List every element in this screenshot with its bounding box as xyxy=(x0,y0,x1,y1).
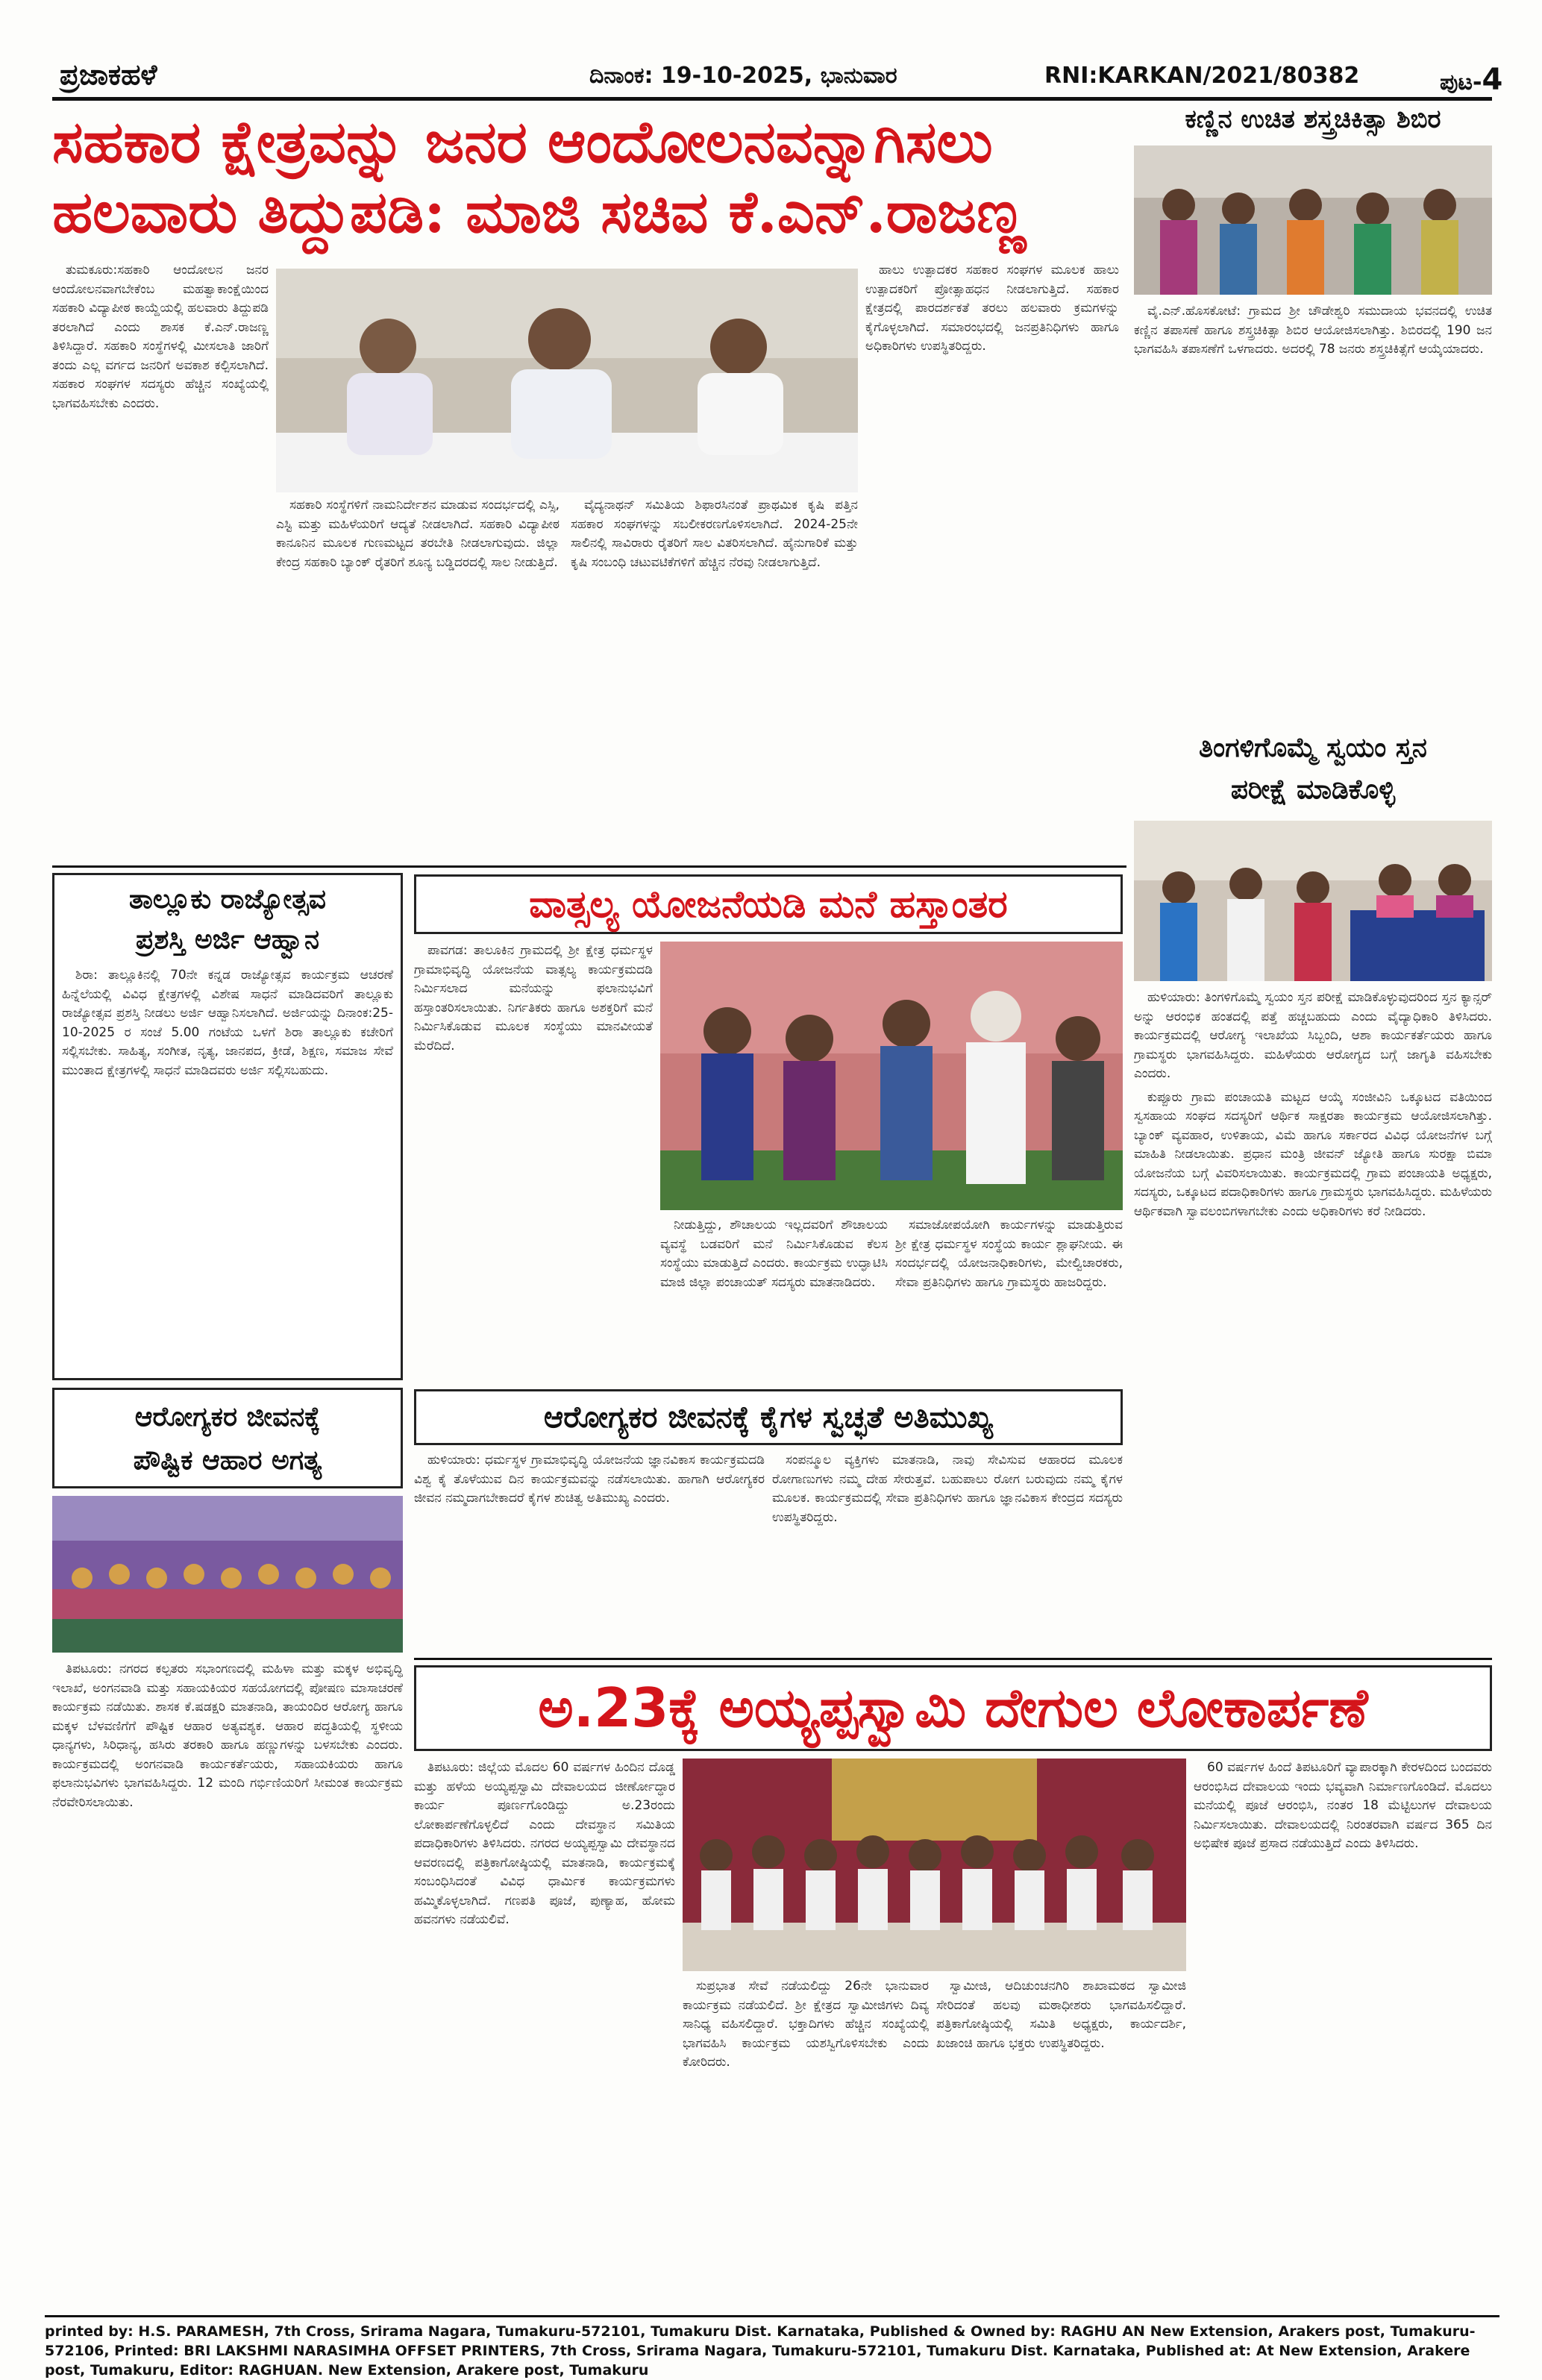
vatsalya-headline-box xyxy=(414,874,1123,934)
vatsalya-text-right: ಸಮಾಜೋಪಯೋಗಿ ಕಾರ್ಯಗಳನ್ನು ಮಾಡುತ್ತಿರುವ ಶ್ರೀ ಕ್ಷೇತ್ರ ಧರ್ಮಸ್ಥಳ ಸಂಸ್ಥೆಯ ಕಾರ್ಯ ಶ್ಲಾಘನೀಯ. ಈ ಸಂದರ್ಭದಲ್ಲಿ ಯೋಜನಾಧಿಕಾರಿಗಳು, ಮೇಲ್ವಿಚಾರಕರು, ಸೇವಾ ಪ್ರತಿನಿಧಿಗಳು ಹಾಗೂ ಗ್ರಾಮಸ್ಥರು ಹಾಜರಿದ್ದರು. xyxy=(895,1218,1123,1290)
lead-column-2: ಸಹಕಾರಿ ಸಂಸ್ಥೆಗಳಿಗೆ ನಾಮನಿರ್ದೇಶನ ಮಾಡುವ ಸಂದರ್ಭದಲ್ಲಿ ಎಸ್ಸಿ, ಎಸ್ಟಿ ಮತ್ತು ಮಹಿಳೆಯರಿಗೆ ಆದ್ಯತೆ ನೀಡಲಾಗಿದೆ. ಸಹಕಾರಿ ವಿದ್ಯಾಪೀಠ ಕಾನೂನಿನ ಮೂಲಕ ಗುಣಮಟ್ಟದ ತರಬೇತಿ ನೀಡಲಾಗುವುದು. ಜಿಲ್ಲಾ ಕೇಂದ್ರ ಸಹಕಾರಿ ಬ್ಯಾಂಕ್ ರೈತರಿಗೆ ಶೂನ್ಯ ಬಡ್ಡಿದರದಲ್ಲಿ ಸಾಲ ನೀಡುತ್ತಿದೆ. xyxy=(276,498,560,570)
temple-text-right: 60 ವರ್ಷಗಳ ಹಿಂದೆ ತಿಪಟೂರಿಗೆ ವ್ಯಾಪಾರಕ್ಕಾಗಿ ಕೇರಳದಿಂದ ಬಂದವರು ಆರಂಭಿಸಿದ ದೇವಾಲಯ ಇಂದು ಭವ್ಯವಾಗಿ ನಿರ್ಮಾಣಗೊಂಡಿದೆ. ಮೊದಲು ಮನೆಯಲ್ಲಿ ಪೂಜೆ ಆರಂಭಿಸಿ, ನಂತರ 18 ಮೆಟ್ಟಿಲುಗಳ ದೇವಾಲಯ ನಿರ್ಮಿಸಲಾಯಿತು. ದೇವಾಲಯದಲ್ಲಿ ನಿರಂತರವಾಗಿ ವರ್ಷದ 365 ದಿನ ಅಭಿಷೇಕ ಪೂಜೆ ಪ್ರಸಾದ ನಡೆಯುತ್ತಿದೆ ಎಂದು ತಿಳಿಸಿದರು. xyxy=(1194,1760,1492,1851)
lead-column-1: ತುಮಕೂರು:ಸಹಕಾರಿ ಆಂದೋಲನ ಜನರ ಆಂದೋಲನವಾಗಬೇಕೆಂಬ ಮಹತ್ವಾಕಾಂಕ್ಷೆಯಿಂದ ಸಹಕಾರಿ ವಿದ್ಯಾಪೀಠ ಕಾಯ್ದೆಯಲ್ಲಿ ಹಲವಾರು ತಿದ್ದುಪಡಿ ತರಲಾಗಿದೆ ಎಂದು ಶಾಸಕ ಕೆ.ಎನ್.ರಾಜಣ್ಣ ತಿಳಿಸಿದ್ದಾರೆ. ಸಹಕಾರಿ ಸಂಸ್ಥೆಗಳಲ್ಲಿ ಮೀಸಲಾತಿ ಜಾರಿಗೆ ತಂದು ಎಲ್ಲ ವರ್ಗದ ಜನರಿಗೆ ಅವಕಾಶ ಕಲ್ಪಿಸಲಾಗಿದೆ. ಸಹಕಾರ ಸಂಘಗಳ ಸದಸ್ಯರು ಹೆಚ್ಚಿನ ಸಂಖ್ಯೆಯಲ್ಲಿ ಭಾಗವಹಿಸಬೇಕು ಎಂದರು. xyxy=(52,263,269,411)
section-rule xyxy=(52,865,1126,868)
nutrition-text: ತಿಪಟೂರು: ನಗರದ ಕಲ್ಪತರು ಸಭಾಂಗಣದಲ್ಲಿ ಮಹಿಳಾ ಮತ್ತು ಮಕ್ಕಳ ಅಭಿವೃದ್ಧಿ ಇಲಾಖೆ, ಅಂಗನವಾಡಿ ಮತ್ತು ಸಹಾಯಕಿಯರ ಸಹಯೋಗದಲ್ಲಿ ಪೋಷಣ ಮಾಸಾಚರಣೆ ಕಾರ್ಯಕ್ರಮ ನಡೆಯಿತು. ಶಾಸಕ ಕೆ.ಷಡಕ್ಷರಿ ಮಾತನಾಡಿ, ತಾಯಂದಿರ ಆರೋಗ್ಯ ಹಾಗೂ ಮಕ್ಕಳ ಬೆಳವಣಿಗೆಗೆ ಪೌಷ್ಟಿಕ ಆಹಾರ ಅತ್ಯವಶ್ಯಕ. ಆಹಾರ ಪದ್ಧತಿಯಲ್ಲಿ ಸ್ಥಳೀಯ ಧಾನ್ಯಗಳು, ಸಿರಿಧಾನ್ಯ, ಹಸಿರು ತರಕಾರಿ ಹಾಗೂ ಹಣ್ಣುಗಳನ್ನು ಬಳಸಬೇಕು ಎಂದರು. ಕಾರ್ಯಕ್ರಮದಲ್ಲಿ ಅಂಗನವಾಡಿ ಕಾರ್ಯಕರ್ತೆಯರು, ಸಹಾಯಕಿಯರು ಹಾಗೂ ಫಲಾನುಭವಿಗಳು ಭಾಗವಹಿಸಿದ್ದರು. 12 ಮಂದಿ ಗರ್ಭಿಣಿಯರಿಗೆ ಸೀಮಂತ ಕಾರ್ಯಕ್ರಮ ನೆರವೇರಿಸಲಾಯಿತು. xyxy=(52,1662,403,1810)
temple-text-mid2: ಸ್ವಾಮೀಜಿ, ಆದಿಚುಂಚನಗಿರಿ ಶಾಖಾಮಠದ ಸ್ವಾಮೀಜಿ ಸೇರಿದಂತೆ ಹಲವು ಮಠಾಧೀಶರು ಭಾಗವಹಿಸಲಿದ್ದಾರೆ. ಪತ್ರಿಕಾಗೋಷ್ಠಿಯಲ್ಲಿ ಸಮಿತಿ ಅಧ್ಯಕ್ಷರು, ಕಾರ್ಯದರ್ಶಿ, ಖಜಾಂಚಿ ಹಾಗೂ ಭಕ್ತರು ಉಪಸ್ಥಿತರಿದ್ದರು. xyxy=(936,1979,1186,2051)
right-column-text: ಹುಳಿಯಾರು: ತಿಂಗಳಿಗೊಮ್ಮೆ ಸ್ವಯಂ ಸ್ತನ ಪರೀಕ್ಷೆ ಮಾಡಿಕೊಳ್ಳುವುದರಿಂದ ಸ್ತನ ಕ್ಯಾನ್ಸರ್ ಅನ್ನು ಆರಂಭಿಕ ಹಂತದಲ್ಲಿ ಪತ್ತೆ ಹಚ್ಚಬಹುದು ಎಂದು ವೈದ್ಯಾಧಿಕಾರಿ ತಿಳಿಸಿದರು. ಕಾರ್ಯಕ್ರಮದಲ್ಲಿ ಆರೋಗ್ಯ ಇಲಾಖೆಯ ಸಿಬ್ಬಂದಿ, ಆಶಾ ಕಾರ್ಯಕರ್ತೆಯರು ಹಾಗೂ ಗ್ರಾಮಸ್ಥರು ಭಾಗವಹಿಸಿದ್ದರು. ಮಹಿಳೆಯರು ಆರೋಗ್ಯದ ಬಗ್ಗೆ ಜಾಗೃತಿ ವಹಿಸಬೇಕು ಎಂದರು. ಕುಪ್ಪೂರು ಗ್ರಾಮ ಪಂಚಾಯತಿ ಮಟ್ಟದ ಆಯ್ಕೆ ಸಂಜೀವಿನಿ ಒಕ್ಕೂಟದ ವತಿಯಿಂದ ಸ್ವಸಹಾಯ ಸಂಘದ ಸದಸ್ಯರಿಗೆ ಆರ್ಥಿಕ ಸಾಕ್ಷರತಾ ಕಾರ್ಯಕ್ರಮ ಆಯೋಜಿಸಲಾಗಿತ್ತು. ಬ್ಯಾಂಕ್ ವ್ಯವಹಾರ, ಉಳಿತಾಯ, ವಿಮೆ ಹಾಗೂ ಸರ್ಕಾರದ ವಿವಿಧ ಯೋಜನೆಗಳ ಬಗ್ಗೆ ಮಾಹಿತಿ ನೀಡಲಾಯಿತು. ಪ್ರಧಾನ ಮಂತ್ರಿ ಜೀವನ್ ಜ್ಯೋತಿ ಹಾಗೂ ಸುರಕ್ಷಾ ಬಿಮಾ ಯೋಜನೆಯ ಬಗ್ಗೆ ವಿವರಿಸಲಾಯಿತು. ಕಾರ್ಯಕ್ರಮದಲ್ಲಿ ಗ್ರಾಮ ಪಂಚಾಯತಿ ಅಧ್ಯಕ್ಷರು, ಸದಸ್ಯರು, ಒಕ್ಕೂಟದ ಪದಾಧಿಕಾರಿಗಳು ಹಾಗೂ ಗ್ರಾಮಸ್ಥರು ಭಾಗವಹಿಸಿದ್ದರು. ಮಹಿಳೆಯರು ಆರ್ಥಿಕವಾಗಿ ಸ್ವಾವಲಂಬಿಗಳಾಗಬೇಕು ಎಂದು ಅಧಿಕಾರಿಗಳು ಕರೆ ನೀಡಿದರು. xyxy=(1134,990,1492,1219)
masthead xyxy=(52,58,1503,97)
temple-text-mid: ಸುಪ್ರಭಾತ ಸೇವೆ ನಡೆಯಲಿದ್ದು 26ನೇ ಭಾನುವಾರ ಕಾರ್ಯಕ್ರಮ ನಡೆಯಲಿದೆ. ಶ್ರೀ ಕ್ಷೇತ್ರದ ಸ್ವಾಮೀಜಿಗಳು ದಿವ್ಯ ಸಾನಿಧ್ಯ ವಹಿಸಲಿದ್ದಾರೆ. ಭಕ್ತಾದಿಗಳು ಹೆಚ್ಚಿನ ಸಂಖ್ಯೆಯಲ್ಲಿ ಭಾಗವಹಿಸಿ ಕಾರ್ಯಕ್ರಮ ಯಶಸ್ವಿಗೊಳಿಸಬೇಕು ಎಂದು ಕೋರಿದರು. xyxy=(683,1979,929,2070)
cleanliness-text-right: ಸಂಪನ್ಮೂಲ ವ್ಯಕ್ತಿಗಳು ಮಾತನಾಡಿ, ನಾವು ಸೇವಿಸುವ ಆಹಾರದ ಮೂಲಕ ರೋಗಾಣುಗಳು ನಮ್ಮ ದೇಹ ಸೇರುತ್ತವೆ. ಬಹುಪಾಲು ರೋಗ ಬರುವುದು ನಮ್ಮ ಕೈಗಳ ಮೂಲಕ. ಕಾರ್ಯಕ್ರಮದಲ್ಲಿ ಸೇವಾ ಪ್ರತಿನಿಧಿಗಳು ಹಾಗೂ ಜ್ಞಾನವಿಕಾಸ ಕೇಂದ್ರದ ಸದಸ್ಯರು ಉಪಸ್ಥಿತರಿದ್ದರು. xyxy=(772,1453,1123,1525)
nutrition-photo xyxy=(52,1496,403,1653)
temple-photo xyxy=(683,1759,1186,1971)
vatsalya-photo xyxy=(660,942,1123,1210)
cleanliness-text-left: ಹುಳಿಯಾರು: ಧರ್ಮಸ್ಥಳ ಗ್ರಾಮಾಭಿವೃದ್ಧಿ ಯೋಜನೆಯ ಜ್ಞಾನವಿಕಾಸ ಕಾರ್ಯಕ್ರಮದಡಿ ವಿಶ್ವ ಕೈ ತೊಳೆಯುವ ದಿನ ಕಾರ್ಯಕ್ರಮವನ್ನು ನಡೆಸಲಾಯಿತು. ಹಾಗಾಗಿ ಆರೋಗ್ಯಕರ ಜೀವನ ನಮ್ಮದಾಗಬೇಕಾದರೆ ಕೈಗಳ ಶುಚಿತ್ವ ಅತಿಮುಖ್ಯ ಎಂದರು. xyxy=(414,1453,765,1506)
lead-photo xyxy=(276,269,858,492)
masthead-rule xyxy=(52,97,1492,101)
vatsalya-headline: ವಾತ್ಸಲ್ಯ ಯೋಜನೆಯಡಿ ಮನೆ ಹಸ್ತಾಂತರ xyxy=(529,883,1008,926)
temple-headline-box xyxy=(414,1665,1492,1751)
self-exam-headline: ತಿಂಗಳಿಗೊಮ್ಮೆ ಸ್ವಯಂ ಸ್ತನ ಪರೀಕ್ಷೆ ಮಾಡಿಕೊಳ್ಳಿ xyxy=(1199,733,1427,805)
taluk-award-headline: ತಾಲ್ಲೂಕು ರಾಜ್ಯೋತ್ಸವ ಪ್ರಶಸ್ತಿ ಅರ್ಜಿ ಆಹ್ವಾನ xyxy=(129,884,326,955)
temple-headline: ಅ.23ಕ್ಕೆ ಅಯ್ಯಪ್ಪಸ್ವಾಮಿ ದೇಗುಲ ಲೋಕಾರ್ಪಣೆ xyxy=(538,1676,1368,1739)
newspaper-name: ಪ್ರಜಾಕಹಳೆ xyxy=(60,58,157,91)
cleanliness-headline: ಆರೋಗ್ಯಕರ ಜೀವನಕ್ಕೆ ಕೈಗಳ ಸ್ವಚ್ಛತೆ ಅತಿಮುಖ್ಯ xyxy=(543,1400,994,1435)
nutrition-headline: ಆರೋಗ್ಯಕರ ಜೀವನಕ್ಕೆ ಪೌಷ್ಟಿಕ ಆಹಾರ ಅಗತ್ಯ xyxy=(133,1402,322,1476)
imprint-footer: printed by: H.S. PARAMESH, 7th Cross, Srirama Nagara, Tumakuru-572101, Tumakuru Dist. Karnataka, Published & Owned by: RAGHU AN New Extension, Arakers post, Tumakuru-572106, Printed: BRI LAKSHMI NARASIMHA OFFSET PRINTERS, 7th Cross, Srirama Nagara, Tumakuru-572101, Tumakuru Dist. Karnataka, Published at: At New Extension, Arakere post, Tumakuru, Editor: RAGHUAN. New Extension, Arakere post, Tumakuru xyxy=(45,2323,1476,2379)
page-number: ಪುಟ-4 xyxy=(1440,63,1503,97)
vatsalya-text-mid: ನೀಡುತ್ತಿದ್ದು, ಶೌಚಾಲಯ ಇಲ್ಲದವರಿಗೆ ಶೌಚಾಲಯ ವ್ಯವಸ್ಥೆ ಬಡವರಿಗೆ ಮನೆ ನಿರ್ಮಿಸಿಕೊಡುವ ಕೆಲಸ ಸಂಸ್ಥೆಯು ಮಾಡುತ್ತಿದೆ ಎಂದರು. ಕಾರ್ಯಕ್ರಮ ಉದ್ಘಾಟಿಸಿ ಮಾಜಿ ಜಿಲ್ಲಾ ಪಂಚಾಯತ್ ಸದಸ್ಯರು ಮಾತನಾಡಿದರು. xyxy=(660,1218,888,1290)
nutrition-headline-box xyxy=(52,1388,403,1488)
temple-rule xyxy=(414,1658,1492,1660)
lead-column-4: ಹಾಲು ಉತ್ಪಾದಕರ ಸಹಕಾರ ಸಂಘಗಳ ಮೂಲಕ ಹಾಲು ಉತ್ಪಾದಕರಿಗೆ ಪ್ರೋತ್ಸಾಹಧನ ನೀಡಲಾಗುತ್ತಿದೆ. ಸಹಕಾರ ಕ್ಷೇತ್ರದಲ್ಲಿ ಪಾರದರ್ಶಕತೆ ತರಲು ಹಲವಾರು ಕ್ರಮಗಳನ್ನು ಕೈಗೊಳ್ಳಲಾಗಿದೆ. ಸಮಾರಂಭದಲ್ಲಿ ಜನಪ್ರತಿನಿಧಿಗಳು ಹಾಗೂ ಅಧಿಕಾರಿಗಳು ಉಪಸ್ಥಿತರಿದ್ದರು. xyxy=(865,263,1119,354)
lead-headline: ಸಹಕಾರ ಕ್ಷೇತ್ರವನ್ನು ಜನರ ಆಂದೋಲನವನ್ನಾಗಿಸಲು ಹಲವಾರು ತಿದ್ದುಪಡಿ: ಮಾಜಿ ಸಚಿವ ಕೆ.ಎನ್.ರಾಜಣ್ಣ xyxy=(52,108,1027,246)
rni-number: RNI:KARKAN/2021/80382 xyxy=(1044,63,1360,89)
self-exam-photo xyxy=(1134,821,1492,981)
eye-camp-headline: ಕಣ್ಣಿನ ಉಚಿತ ಶಸ್ತ್ರಚಿಕಿತ್ಸಾ ಶಿಬಿರ xyxy=(1185,104,1441,134)
eye-camp-text: ವೈ.ಎನ್.ಹೊಸಕೋಟೆ: ಗ್ರಾಮದ ಶ್ರೀ ಚೌಡೇಶ್ವರಿ ಸಮುದಾಯ ಭವನದಲ್ಲಿ ಉಚಿತ ಕಣ್ಣಿನ ತಪಾಸಣೆ ಹಾಗೂ ಶಸ್ತ್ರಚಿಕಿತ್ಸಾ ಶಿಬಿರ ಆಯೋಜಿಸಲಾಗಿತ್ತು. ಶಿಬಿರದಲ್ಲಿ 190 ಜನ ಭಾಗವಹಿಸಿ ತಪಾಸಣೆಗೆ ಒಳಗಾದರು. ಅದರಲ್ಲಿ 78 ಜನರು ಶಸ್ತ್ರಚಿಕಿತ್ಸೆಗೆ ಆಯ್ಕೆಯಾದರು. xyxy=(1134,304,1492,357)
lead-column-3: ವೈದ್ಯನಾಥನ್ ಸಮಿತಿಯ ಶಿಫಾರಸಿನಂತೆ ಪ್ರಾಥಮಿಕ ಕೃಷಿ ಪತ್ತಿನ ಸಹಕಾರ ಸಂಘಗಳನ್ನು ಸಬಲೀಕರಣಗೊಳಿಸಲಾಗಿದೆ. 2024-25ನೇ ಸಾಲಿನಲ್ಲಿ ಸಾವಿರಾರು ರೈತರಿಗೆ ಸಾಲ ವಿತರಿಸಲಾಗಿದೆ. ಹೈನುಗಾರಿಕೆ ಮತ್ತು ಕೃಷಿ ಸಂಬಂಧಿ ಚಟುವಟಿಕೆಗಳಿಗೆ ಹೆಚ್ಚಿನ ನೆರವು ನೀಡಲಾಗುತ್ತಿದೆ. xyxy=(571,498,858,570)
issue-date: ದಿನಾಂಕ: 19-10-2025, ಭಾನುವಾರ xyxy=(589,63,897,89)
taluk-award-text: ಶಿರಾ: ತಾಲ್ಲೂಕಿನಲ್ಲಿ 70ನೇ ಕನ್ನಡ ರಾಜ್ಯೋತ್ಸವ ಕಾರ್ಯಕ್ರಮ ಆಚರಣೆ ಹಿನ್ನೆಲೆಯಲ್ಲಿ ವಿವಿಧ ಕ್ಷೇತ್ರಗಳಲ್ಲಿ ವಿಶೇಷ ಸಾಧನೆ ಮಾಡಿದವರಿಗೆ ತಾಲ್ಲೂಕು ರಾಜ್ಯೋತ್ಸವ ಪ್ರಶಸ್ತಿ ನೀಡಲು ಅರ್ಜಿ ಆಹ್ವಾನಿಸಲಾಗಿದೆ. ಅರ್ಜಿಯನ್ನು ದಿನಾಂಕ:25-10-2025 ರ ಸಂಜೆ 5.00 ಗಂಟೆಯ ಒಳಗೆ ಶಿರಾ ತಾಲ್ಲೂಕು ಕಚೇರಿಗೆ ಸಲ್ಲಿಸಬೇಕು. ಸಾಹಿತ್ಯ, ಸಂಗೀತ, ನೃತ್ಯ, ಜಾನಪದ, ಕ್ರೀಡೆ, ಶಿಕ್ಷಣ, ಸಮಾಜ ಸೇವೆ ಮುಂತಾದ ಕ್ಷೇತ್ರಗಳಲ್ಲಿ ಸಾಧನೆ ಮಾಡಿದವರು ಅರ್ಜಿ ಸಲ್ಲಿಸಬಹುದು. xyxy=(62,968,393,1078)
cleanliness-headline-box xyxy=(414,1389,1123,1445)
vatsalya-text-left: ಪಾವಗಡ: ತಾಲೂಕಿನ ಗ್ರಾಮದಲ್ಲಿ ಶ್ರೀ ಕ್ಷೇತ್ರ ಧರ್ಮಸ್ಥಳ ಗ್ರಾಮಾಭಿವೃದ್ಧಿ ಯೋಜನೆಯ ವಾತ್ಸಲ್ಯ ಕಾರ್ಯಕ್ರಮದಡಿ ನಿರ್ಮಿಸಲಾದ ಮನೆಯನ್ನು ಫಲಾನುಭವಿಗೆ ಹಸ್ತಾಂತರಿಸಲಾಯಿತು. ನಿರ್ಗತಿಕರು ಹಾಗೂ ಅಶಕ್ತರಿಗೆ ಮನೆ ನಿರ್ಮಿಸಿಕೊಡುವ ಮೂಲಕ ಸಂಸ್ಥೆಯು ಮಾನವೀಯತೆ ಮೆರೆದಿದೆ. xyxy=(414,943,653,1053)
footer-rule xyxy=(45,2315,1499,2317)
eye-camp-photo xyxy=(1134,145,1492,295)
temple-text-left: ತಿಪಟೂರು: ಜಿಲ್ಲೆಯ ಮೊದಲ 60 ವರ್ಷಗಳ ಹಿಂದಿನ ದೊಡ್ಡ ಮತ್ತು ಹಳೆಯ ಅಯ್ಯಪ್ಪಸ್ವಾಮಿ ದೇವಾಲಯದ ಜೀರ್ಣೋದ್ಧಾರ ಕಾರ್ಯ ಪೂರ್ಣಗೊಂಡಿದ್ದು ಅ.23ರಂದು ಲೋಕಾರ್ಪಣೆಗೊಳ್ಳಲಿದೆ ಎಂದು ದೇವಸ್ಥಾನ ಸಮಿತಿಯ ಪದಾಧಿಕಾರಿಗಳು ತಿಳಿಸಿದರು. ನಗರದ ಅಯ್ಯಪ್ಪಸ್ವಾಮಿ ದೇವಸ್ಥಾನದ ಆವರಣದಲ್ಲಿ ಪತ್ರಿಕಾಗೋಷ್ಠಿಯಲ್ಲಿ ಮಾತನಾಡಿ, ಕಾರ್ಯಕ್ರಮಕ್ಕೆ ಸಂಬಂಧಿಸಿದಂತೆ ವಿವಿಧ ಧಾರ್ಮಿಕ ಕಾರ್ಯಕ್ರಮಗಳು ಹಮ್ಮಿಕೊಳ್ಳಲಾಗಿದೆ. ಗಣಪತಿ ಪೂಜೆ, ಪುಣ್ಯಾಹ, ಹೋಮ ಹವನಗಳು ನಡೆಯಲಿವೆ. xyxy=(414,1760,675,1927)
taluk-award-box xyxy=(52,873,403,1380)
